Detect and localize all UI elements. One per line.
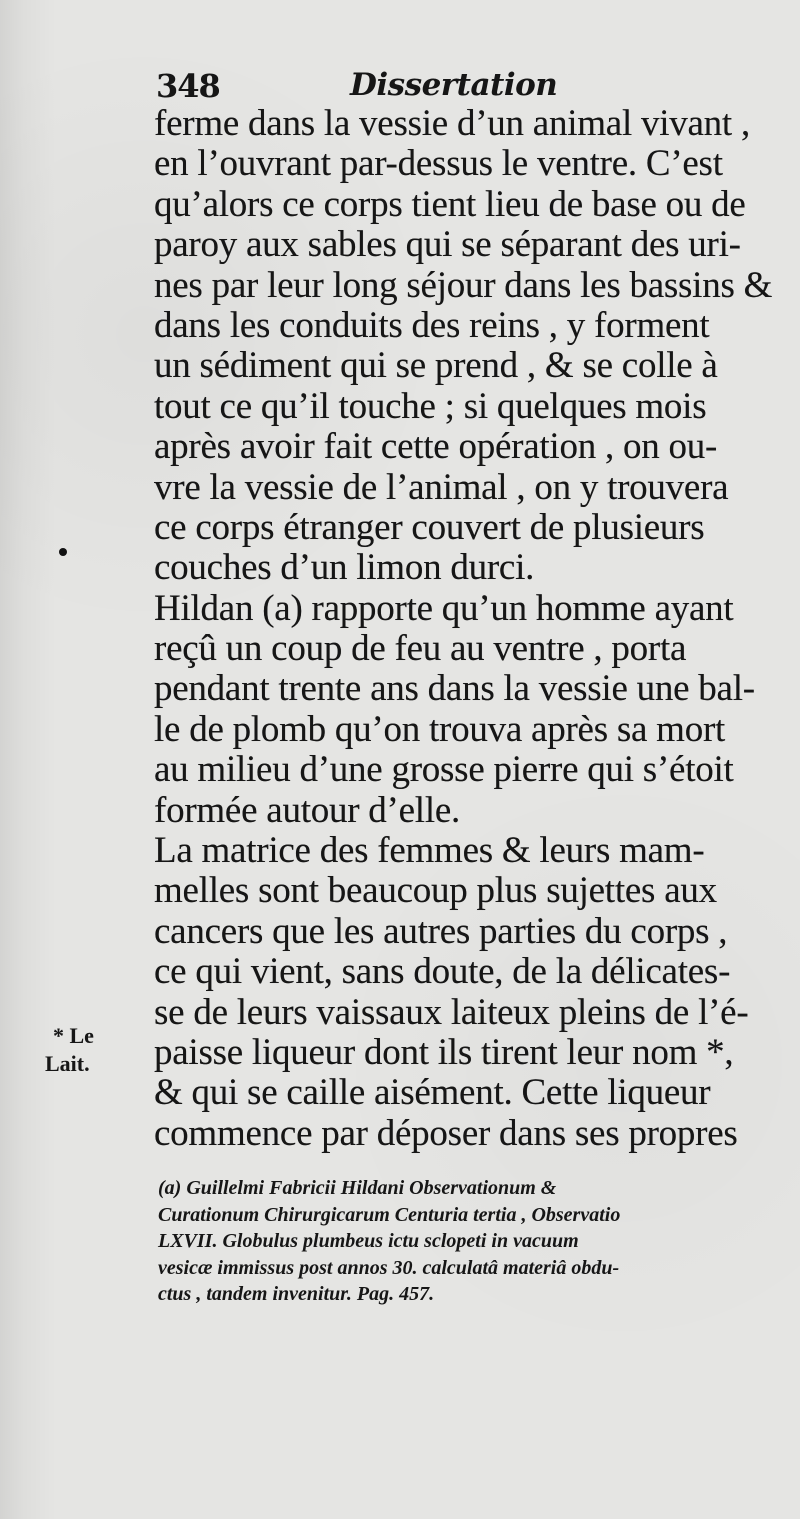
body-line: paisse liqueur dont ils tirent leur nom *,: [154, 1031, 734, 1073]
body-line: melles sont beaucoup plus sujettes aux: [154, 870, 717, 912]
body-line: La matrice des femmes & leurs mam-: [154, 830, 705, 872]
body-line: nes par leur long séjour dans les bassins &: [154, 264, 773, 306]
footnote: [158, 1175, 740, 1308]
main-text: [154, 103, 773, 1154]
body-line: en l’ouvrant par-dessus le ventre. C’est: [154, 143, 723, 185]
running-title: Dissertation: [350, 67, 558, 103]
body-line: commence par déposer dans ses propres: [154, 1112, 738, 1154]
body-line: ce qui vient, sans doute, de la délicates-: [154, 951, 731, 993]
body-line: ce corps étranger couvert de plusieurs: [154, 506, 705, 548]
body-line: cancers que les autres parties du corps ,: [154, 910, 728, 952]
body-line: Hildan (a) rapporte qu’un homme ayant: [154, 587, 734, 629]
body-line: reçû un coup de feu au ventre , porta: [154, 628, 687, 670]
body-line: formée autour d’elle.: [154, 789, 461, 831]
body-line: couches d’un limon durci.: [154, 547, 535, 589]
body-line: au milieu d’une grosse pierre qui s’étoit: [154, 749, 734, 791]
footnote-line: vesicæ immissus post annos 30. calculatâ materiâ obdu-: [158, 1256, 620, 1279]
footnote-line: Curationum Chirurgicarum Centuria tertia , Observatio: [158, 1203, 621, 1226]
body-line: tout ce qu’il touche ; si quelques mois: [154, 385, 707, 427]
margin-note-line: * Le: [53, 1023, 94, 1048]
margin-note: [45, 1022, 115, 1078]
body-line: & qui se caille aisément. Cette liqueur: [154, 1072, 711, 1114]
page-number: 348: [156, 67, 220, 105]
footnote-line: (a) Guillelmi Fabricii Hildani Observationum &: [158, 1177, 557, 1199]
margin-bullet-mark: [59, 548, 67, 556]
body-line: un sédiment qui se prend , & se colle à: [154, 345, 718, 387]
body-line: après avoir fait cette opération , on ou-: [154, 426, 718, 468]
body-line: ferme dans la vessie d’un animal vivant ,: [154, 103, 750, 144]
footnote-line: LXVII. Globulus plumbeus ictu sclopeti in vacuum: [158, 1230, 579, 1252]
margin-note-line: Lait.: [45, 1051, 90, 1076]
body-line: qu’alors ce corps tient lieu de base ou de: [154, 183, 746, 225]
body-line: paroy aux sables qui se séparant des uri-: [154, 224, 741, 266]
body-line: le de plomb qu’on trouva après sa mort: [154, 708, 726, 750]
body-line: vre la vessie de l’animal , on y trouvera: [154, 466, 729, 508]
body-line: se de leurs vaissaux laiteux pleins de l’é-: [154, 991, 749, 1033]
body-line: dans les conduits des reins , y forment: [154, 304, 710, 346]
footnote-line: ctus , tandem invenitur. Pag. 457.: [158, 1283, 435, 1305]
body-line: pendant trente ans dans la vessie une bal-: [154, 668, 755, 710]
